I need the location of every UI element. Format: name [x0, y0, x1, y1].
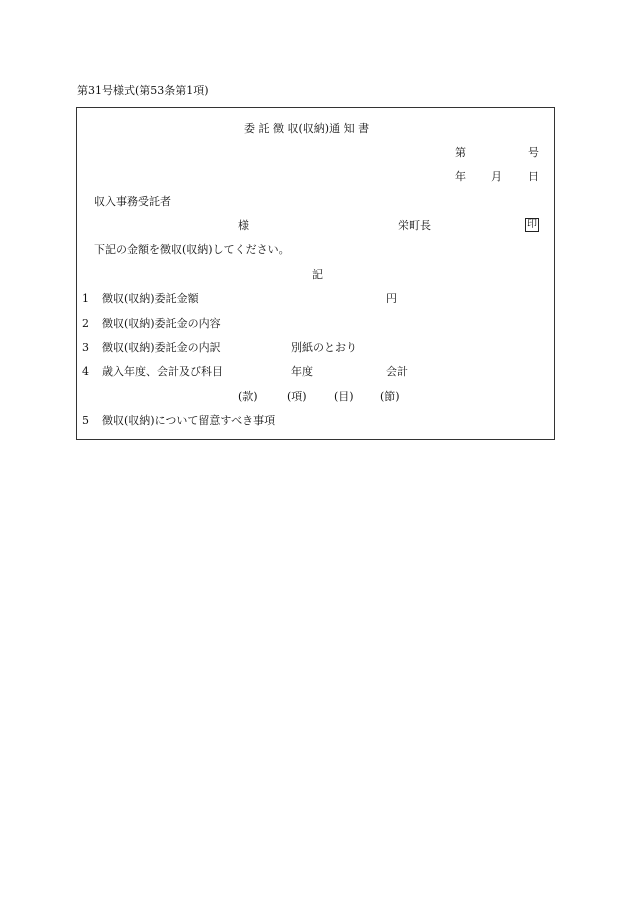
setsu-label: (節) — [380, 390, 400, 403]
item-5-label: 徴収(収納)について留意すべき事項 — [102, 414, 276, 427]
kou-label: (項) — [287, 390, 307, 403]
issuer-name: 栄町長 — [398, 219, 431, 232]
item-2-label: 徴収(収納)委託金の内容 — [102, 317, 221, 330]
date-day: 日 — [528, 170, 539, 183]
item-1-number: 1 — [82, 292, 89, 305]
item-5-number: 5 — [82, 414, 89, 427]
ki-heading: 記 — [312, 268, 323, 281]
item-4-account: 会計 — [386, 365, 408, 378]
number-suffix: 号 — [528, 146, 539, 159]
item-3-value: 別紙のとおり — [291, 341, 357, 354]
item-1-unit: 円 — [386, 292, 397, 305]
kan-label: (款) — [238, 390, 258, 403]
date-month: 月 — [491, 170, 502, 183]
item-4-fiscal-year: 年度 — [291, 365, 313, 378]
recipient-honorific: 様 — [238, 219, 249, 232]
seal-mark: 印 — [527, 219, 537, 230]
item-3-label: 徴収(収納)委託金の内訳 — [102, 341, 221, 354]
item-2-number: 2 — [82, 317, 89, 330]
number-prefix: 第 — [455, 146, 466, 159]
item-4-label: 歳入年度、会計及び科目 — [102, 365, 223, 378]
item-3-number: 3 — [82, 341, 89, 354]
date-year: 年 — [455, 170, 466, 183]
item-4-number: 4 — [82, 365, 89, 378]
form-number-title: 第31号様式(第53条第1項) — [77, 84, 209, 97]
moku-label: (目) — [334, 390, 354, 403]
recipient-label: 収入事務受託者 — [94, 195, 171, 208]
request-text: 下記の金額を徴収(収納)してください。 — [94, 243, 290, 256]
item-1-label: 徴収(収納)委託金額 — [102, 292, 199, 305]
document-title: 委 託 徴 収(収納)通 知 書 — [244, 122, 370, 135]
